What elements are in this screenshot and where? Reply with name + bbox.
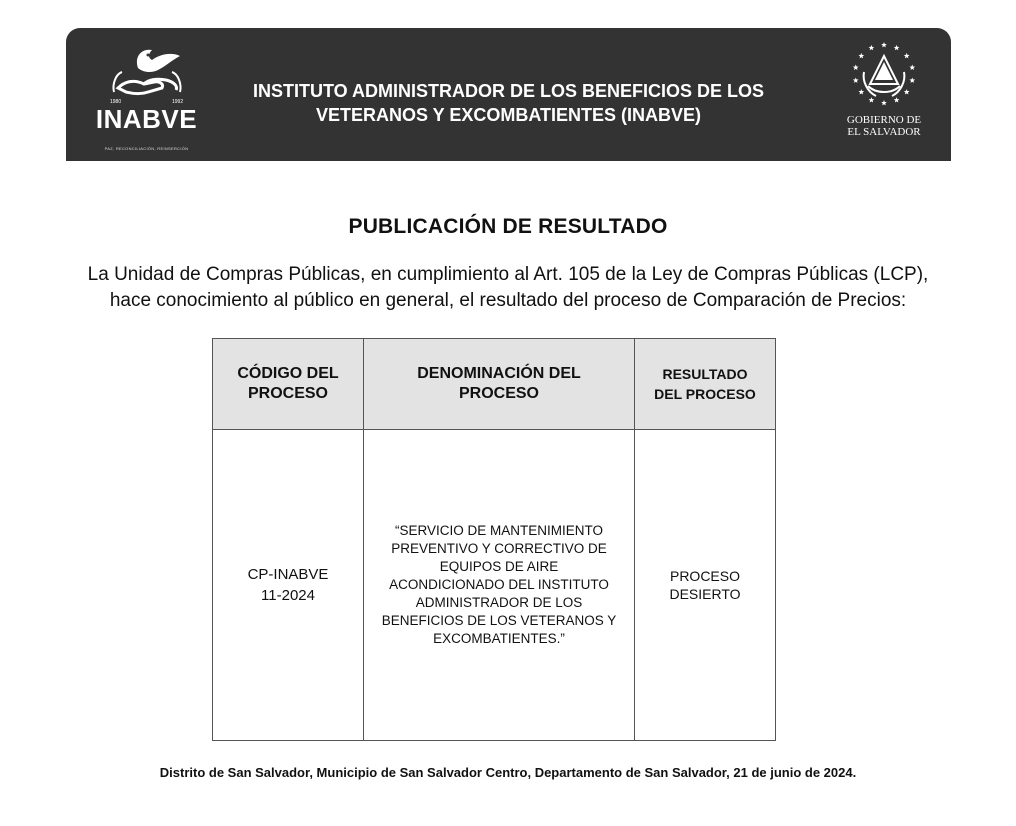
dove-handshake-icon bbox=[108, 46, 186, 104]
star-icon bbox=[869, 45, 875, 50]
process-name-line: ACONDICIONADO DEL INSTITUTO bbox=[389, 577, 609, 592]
coat-of-arms-icon bbox=[846, 42, 922, 112]
star-icon bbox=[881, 100, 887, 105]
column-header-result-line2: DEL PROCESO bbox=[654, 386, 756, 402]
institution-title bbox=[206, 79, 811, 127]
star-icon bbox=[909, 77, 915, 82]
institution-title-line1: INSTITUTO ADMINISTRADOR DE LOS BENEFICIOS DE LOS bbox=[252, 81, 765, 101]
institution-title-line2: VETERANOS Y EXCOMBATIENTES (INABVE) bbox=[315, 105, 702, 125]
process-name-cell bbox=[364, 430, 635, 741]
star-icon bbox=[853, 65, 859, 70]
intro-line2: hace conocimiento al público en general, el resultado del proceso de Comparación de Precios: bbox=[109, 290, 907, 311]
process-name-line: EXCOMBATIENTES.” bbox=[433, 631, 565, 646]
process-result-cell bbox=[635, 430, 776, 741]
table-header-row bbox=[213, 339, 776, 430]
column-header-code bbox=[213, 339, 364, 430]
process-result-line2: DESIERTO bbox=[669, 586, 741, 602]
process-name-line: “SERVICIO DE MANTENIMIENTO bbox=[394, 523, 604, 538]
column-header-name bbox=[364, 339, 635, 430]
column-header-result bbox=[635, 339, 776, 430]
inabve-logo bbox=[94, 42, 199, 151]
logo-year-left: 1980 bbox=[110, 99, 122, 105]
logo-year-right: 1992 bbox=[172, 99, 184, 105]
column-header-code-line2: PROCESO bbox=[247, 385, 328, 402]
column-header-name-line1: DENOMINACIÓN DEL bbox=[417, 365, 581, 382]
process-name-line: BENEFICIOS DE LOS VETERANOS Y bbox=[381, 613, 617, 628]
header-banner bbox=[66, 28, 951, 161]
process-name-line: ADMINISTRADOR DE LOS bbox=[415, 595, 583, 610]
logo-brand-text: INABVE bbox=[95, 104, 198, 134]
logo-tagline: PAZ, RECONCILIACIÓN, REINSERCIÓN bbox=[104, 146, 189, 151]
star-icon bbox=[904, 89, 910, 94]
star-icon bbox=[909, 65, 915, 70]
government-logo bbox=[834, 40, 934, 155]
process-name-line: EQUIPOS DE AIRE bbox=[439, 559, 559, 574]
publication-title: PUBLICACIÓN DE RESULTADO bbox=[348, 215, 668, 238]
process-result-line1: PROCESO bbox=[669, 568, 740, 584]
star-icon bbox=[853, 77, 859, 82]
results-table bbox=[212, 338, 776, 741]
column-header-result-line1: RESULTADO bbox=[662, 366, 748, 382]
star-icon bbox=[894, 97, 900, 102]
star-icon bbox=[904, 53, 910, 58]
column-header-code-line1: CÓDIGO DEL bbox=[237, 365, 339, 382]
intro-line1: La Unidad de Compras Públicas, en cumplimiento al Art. 105 de la Ley de Compras Públicas (LCP), bbox=[87, 264, 929, 285]
intro-paragraph bbox=[20, 262, 996, 314]
process-code-line1: CP-INABVE bbox=[247, 566, 329, 583]
star-icon bbox=[858, 53, 864, 58]
table-row bbox=[213, 430, 776, 741]
star-icon bbox=[869, 97, 875, 102]
government-name-line1: GOBIERNO DE bbox=[846, 114, 922, 126]
star-icon bbox=[894, 45, 900, 50]
process-name-line: PREVENTIVO Y CORRECTIVO DE bbox=[391, 541, 607, 556]
process-code-line2: 11-2024 bbox=[261, 587, 315, 604]
government-name-line2: EL SALVADOR bbox=[847, 126, 921, 138]
government-name bbox=[834, 114, 934, 138]
column-header-name-line2: PROCESO bbox=[458, 385, 539, 402]
star-icon bbox=[881, 42, 887, 47]
footer-location-date: Distrito de San Salvador, Municipio de San Salvador Centro, Departamento de San Salvador, 21 de junio de 2024. bbox=[159, 765, 857, 780]
star-icon bbox=[858, 89, 864, 94]
process-code-cell bbox=[213, 430, 364, 741]
